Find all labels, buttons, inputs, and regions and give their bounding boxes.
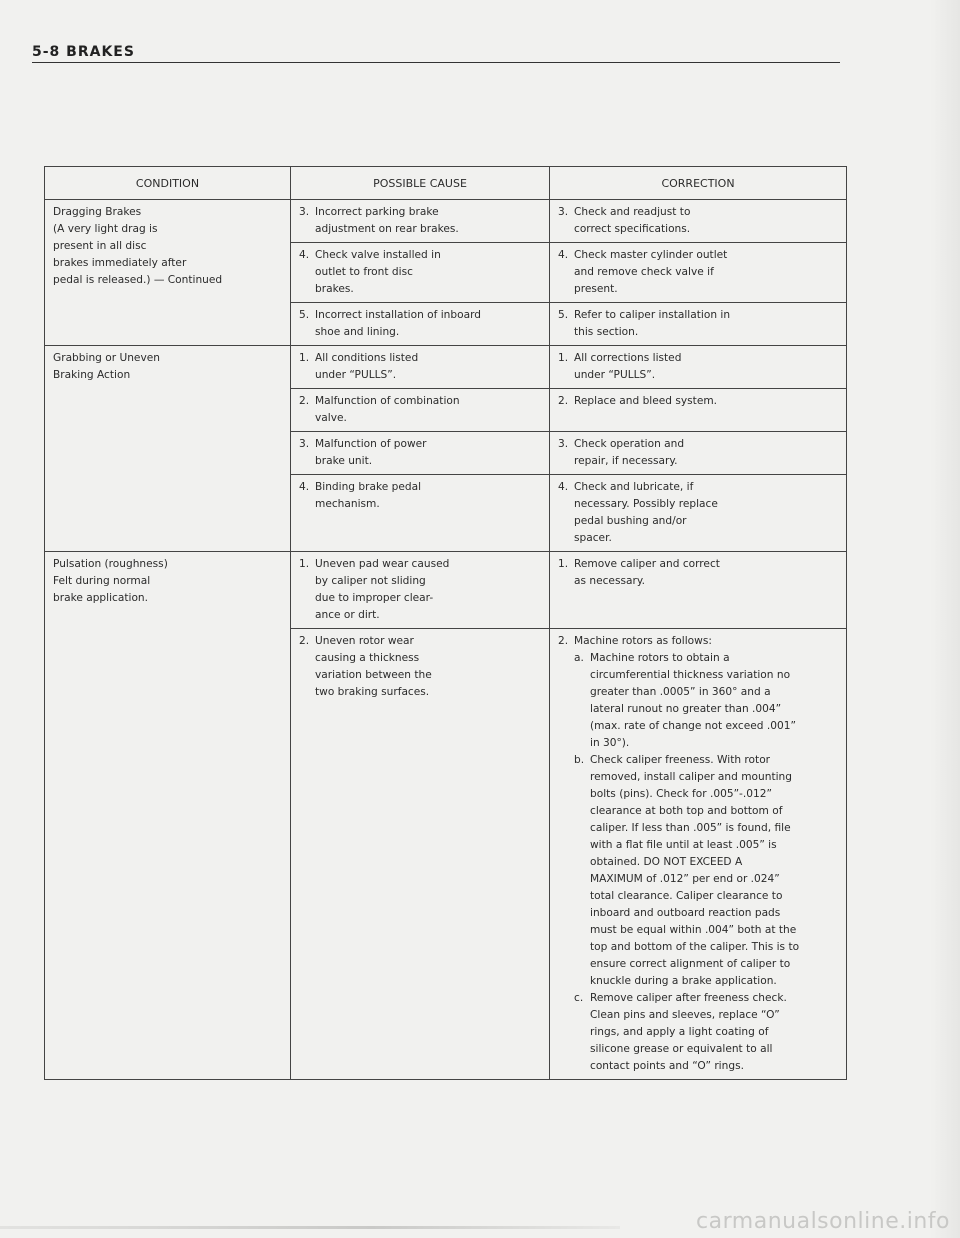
cause-number: 2.: [299, 635, 310, 647]
cause-line: Uneven rotor wear: [315, 635, 414, 647]
cause-line: by caliper not sliding: [315, 575, 426, 587]
cause-number: 4.: [299, 249, 310, 261]
correction-subitem: [574, 650, 838, 752]
cause-line: Uneven pad wear caused: [315, 558, 450, 570]
cause-number: 3.: [299, 206, 310, 218]
cause-line: variation between the: [315, 669, 432, 681]
subitem-line: Clean pins and sleeves, replace “O”: [590, 1009, 780, 1021]
condition-line: present in all disc: [53, 240, 147, 252]
correction-item: [558, 350, 838, 384]
correction-cell: [550, 346, 847, 389]
cause-cell: [291, 432, 550, 475]
table-row: [45, 200, 847, 243]
cause-item: [299, 247, 541, 298]
table-row: [45, 552, 847, 629]
cause-cell: [291, 389, 550, 432]
subitem-text: [590, 650, 838, 752]
correction-line: necessary. Possibly replace: [574, 498, 718, 510]
correction-cell: [550, 629, 847, 1080]
correction-item: [558, 307, 838, 341]
correction-number: 2.: [558, 395, 569, 407]
correction-line: as necessary.: [574, 575, 645, 587]
subitem-line: with a flat file until at least .005” is: [590, 839, 777, 851]
cause-line: outlet to front disc: [315, 266, 413, 278]
correction-line: Check operation and: [574, 438, 685, 450]
correction-cell: [550, 552, 847, 629]
correction-number: 5.: [558, 309, 569, 321]
cause-item: [299, 633, 541, 701]
subitem-line: circumferential thickness variation no: [590, 669, 791, 681]
correction-cell: [550, 303, 847, 346]
subitem-line: ensure correct alignment of caliper to: [590, 958, 791, 970]
subitem-line: removed, install caliper and mounting: [590, 771, 792, 783]
cause-cell: [291, 243, 550, 303]
cause-line: ance or dirt.: [315, 609, 380, 621]
correction-number: 1.: [558, 558, 569, 570]
correction-item: [558, 633, 838, 650]
correction-line: Machine rotors as follows:: [574, 635, 712, 647]
subitem-line: Remove caliper after freeness check.: [590, 992, 787, 1004]
cause-item: [299, 393, 541, 427]
cause-number: 1.: [299, 352, 310, 364]
cause-line: brake unit.: [315, 455, 373, 467]
condition-cell: [45, 552, 291, 1080]
correction-item: [558, 393, 838, 410]
cause-number: 3.: [299, 438, 310, 450]
cause-item: [299, 436, 541, 470]
cause-line: due to improper clear-: [315, 592, 434, 604]
correction-line: Check and lubricate, if: [574, 481, 694, 493]
cause-line: Incorrect parking brake: [315, 206, 439, 218]
subitem-line: Check caliper freeness. With rotor: [590, 754, 771, 766]
cause-number: 5.: [299, 309, 310, 321]
cause-text: [315, 436, 541, 470]
cause-line: Incorrect installation of inboard: [315, 309, 481, 321]
cause-cell: [291, 552, 550, 629]
correction-text: [574, 204, 838, 238]
correction-line: under “PULLS”.: [574, 369, 656, 381]
subitem-line: knuckle during a brake application.: [590, 975, 777, 987]
condition-line: Pulsation (roughness): [53, 558, 168, 570]
correction-line: this section.: [574, 326, 639, 338]
page-header: 5-8 BRAKES: [32, 44, 135, 60]
condition-line: Dragging Brakes: [53, 206, 142, 218]
condition-line: Grabbing or Uneven: [53, 352, 160, 364]
correction-line: Check and readjust to: [574, 206, 691, 218]
cause-line: adjustment on rear brakes.: [315, 223, 459, 235]
cause-item: [299, 479, 541, 513]
condition-line: pedal is released.) — Continued: [53, 274, 223, 286]
cause-item: [299, 556, 541, 624]
condition-line: brakes immediately after: [53, 257, 187, 269]
cause-text: [315, 393, 541, 427]
correction-cell: [550, 432, 847, 475]
cause-text: [315, 307, 541, 341]
subitem-line: inboard and outboard reaction pads: [590, 907, 781, 919]
page-edge-shadow: [930, 0, 960, 1238]
subitem-line: silicone grease or equivalent to all: [590, 1043, 773, 1055]
subitem-line: Machine rotors to obtain a: [590, 652, 730, 664]
subitem-letter: b.: [574, 754, 585, 766]
page-bottom-smudge: [0, 1226, 620, 1229]
correction-line: present.: [574, 283, 618, 295]
cause-line: Binding brake pedal: [315, 481, 422, 493]
cause-line: under “PULLS”.: [315, 369, 397, 381]
cause-line: All conditions listed: [315, 352, 419, 364]
cause-item: [299, 204, 541, 238]
correction-line: Check master cylinder outlet: [574, 249, 728, 261]
header-possible-cause: POSSIBLE CAUSE: [291, 167, 550, 200]
cause-text: [315, 204, 541, 238]
subitem-line: greater than .0005” in 360° and a: [590, 686, 771, 698]
cause-line: Check valve installed in: [315, 249, 441, 261]
correction-cell: [550, 389, 847, 432]
correction-number: 2.: [558, 635, 569, 647]
subitem-line: must be equal within .004” both at the: [590, 924, 797, 936]
correction-text: [574, 556, 838, 590]
cause-text: [315, 556, 541, 624]
subitem-line: rings, and apply a light coating of: [590, 1026, 769, 1038]
correction-number: 3.: [558, 206, 569, 218]
correction-number: 4.: [558, 481, 569, 493]
correction-line: Refer to caliper installation in: [574, 309, 731, 321]
cause-line: Malfunction of combination: [315, 395, 460, 407]
condition-line: Felt during normal: [53, 575, 151, 587]
subitem-text: [590, 990, 838, 1075]
correction-subitem: [574, 752, 838, 990]
correction-text: [574, 307, 838, 341]
cause-number: 1.: [299, 558, 310, 570]
condition-line: (A very light drag is: [53, 223, 158, 235]
correction-line: pedal bushing and/or: [574, 515, 687, 527]
correction-number: 3.: [558, 438, 569, 450]
header-rule: [32, 62, 840, 63]
correction-item: [558, 436, 838, 470]
correction-item: [558, 247, 838, 298]
subitem-line: clearance at both top and bottom of: [590, 805, 783, 817]
table-header-row: [45, 167, 847, 200]
subitem-line: MAXIMUM of .012” per end or .024”: [590, 873, 780, 885]
correction-text: [574, 247, 838, 298]
condition-cell: [45, 346, 291, 552]
cause-number: 2.: [299, 395, 310, 407]
cause-line: brakes.: [315, 283, 354, 295]
correction-number: 4.: [558, 249, 569, 261]
subitem-line: total clearance. Caliper clearance to: [590, 890, 783, 902]
correction-text: [574, 479, 838, 547]
cause-item: [299, 307, 541, 341]
correction-item: [558, 556, 838, 590]
correction-text: [574, 350, 838, 384]
correction-subitem: [574, 990, 838, 1075]
cause-cell: [291, 629, 550, 1080]
correction-line: Remove caliper and correct: [574, 558, 720, 570]
subitem-line: top and bottom of the caliper. This is to: [590, 941, 800, 953]
condition-line: Braking Action: [53, 369, 131, 381]
cause-cell: [291, 475, 550, 552]
correction-item: [558, 204, 838, 238]
correction-number: 1.: [558, 352, 569, 364]
cause-line: mechanism.: [315, 498, 380, 510]
table-body: [45, 200, 847, 1080]
cause-text: [315, 350, 541, 384]
correction-item: [558, 479, 838, 547]
correction-cell: [550, 243, 847, 303]
watermark: carmanualsonline.info: [696, 1209, 950, 1234]
correction-line: and remove check valve if: [574, 266, 714, 278]
cause-line: causing a thickness: [315, 652, 420, 664]
correction-line: Replace and bleed system.: [574, 395, 718, 407]
subitem-letter: a.: [574, 652, 584, 664]
correction-text: [574, 393, 838, 410]
subitem-line: lateral runout no greater than .004”: [590, 703, 782, 715]
troubleshooting-table: [44, 166, 847, 1080]
cause-line: two braking surfaces.: [315, 686, 430, 698]
cause-cell: [291, 303, 550, 346]
cause-text: [315, 247, 541, 298]
correction-line: repair, if necessary.: [574, 455, 678, 467]
correction-cell: [550, 475, 847, 552]
cause-number: 4.: [299, 481, 310, 493]
cause-line: valve.: [315, 412, 347, 424]
correction-text: [574, 436, 838, 470]
cause-text: [315, 633, 541, 701]
cause-text: [315, 479, 541, 513]
header-condition: CONDITION: [45, 167, 291, 200]
correction-line: correct specifications.: [574, 223, 691, 235]
subitem-line: caliper. If less than .005” is found, file: [590, 822, 791, 834]
correction-text: [574, 633, 838, 650]
cause-item: [299, 350, 541, 384]
cause-cell: [291, 346, 550, 389]
subitem-text: [590, 752, 838, 990]
subitem-line: obtained. DO NOT EXCEED A: [590, 856, 743, 868]
subitem-line: contact points and “O” rings.: [590, 1060, 744, 1072]
table-row: [45, 346, 847, 389]
correction-line: All corrections listed: [574, 352, 682, 364]
correction-line: spacer.: [574, 532, 612, 544]
cause-line: Malfunction of power: [315, 438, 427, 450]
correction-cell: [550, 200, 847, 243]
subitem-line: in 30°).: [590, 737, 630, 749]
condition-cell: [45, 200, 291, 346]
cause-line: shoe and lining.: [315, 326, 400, 338]
cause-cell: [291, 200, 550, 243]
subitem-letter: c.: [574, 992, 584, 1004]
condition-line: brake application.: [53, 592, 149, 604]
subitem-line: (max. rate of change not exceed .001”: [590, 720, 796, 732]
subitem-line: bolts (pins). Check for .005”-.012”: [590, 788, 772, 800]
header-correction: CORRECTION: [550, 167, 847, 200]
